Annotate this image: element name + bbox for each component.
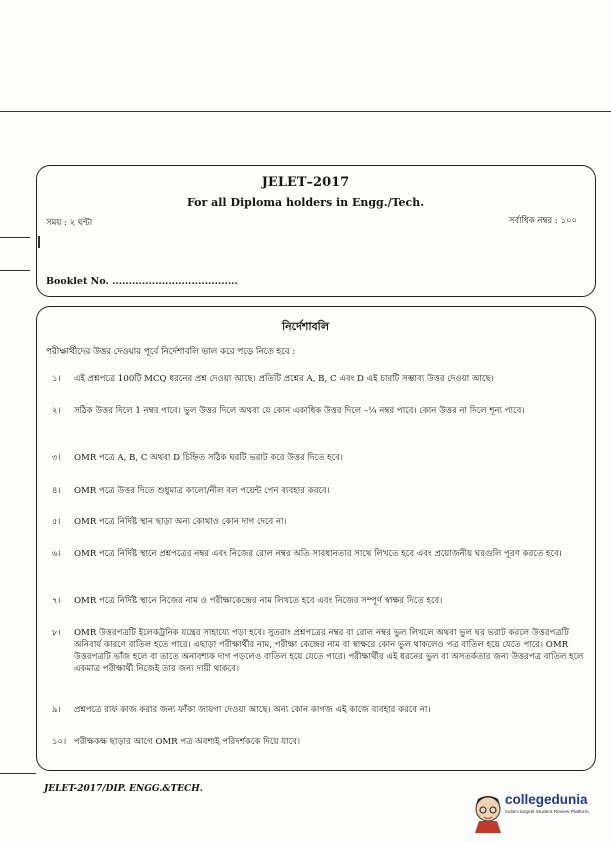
- instruction-item: [52, 548, 588, 560]
- item-text: OMR পত্রে উত্তর দিতে শুধুমাত্র কালো/নীল বল পয়েন্ট পেন ব্যবহার করবে।: [74, 486, 330, 496]
- item-number: ৪।: [52, 486, 61, 496]
- item-number: ৫।: [52, 517, 61, 527]
- mascot-shirt-icon: [475, 821, 501, 833]
- item-number: ১।: [52, 374, 61, 384]
- instructions-intro: পরীক্ষার্থীদের উত্তর দেওয়ার পূর্বে নির্দেশাবলি ভাল করে পড়ে নিতে হবে :: [46, 347, 296, 357]
- instruction-item: [52, 736, 588, 748]
- item-text: OMR পত্রে A, B, C অথবা D চিহ্নিত সঠিক ঘরটি ভরাট করে উত্তর দিতে হবে।: [74, 453, 343, 463]
- instruction-item: [52, 452, 588, 464]
- margin-mark: [38, 236, 40, 248]
- item-number: ৬।: [52, 549, 61, 559]
- item-text: পরীক্ষকক্ষ ছাড়ার আগে OMR পত্র অবশ্যই পরিদর্শককে দিয়ে যাবে।: [74, 737, 301, 747]
- item-text: সঠিক উত্তর দিলে 1 নম্বর পাবে। ভুল উত্তর দিলে অথবা যে কোন একাধিক উত্তর দিলে –¼ নম্বর পাবে। কোন উত্তর না দিলে শূন্য পাবে।: [74, 406, 525, 416]
- footer-mark: [0, 773, 36, 774]
- margin-mark: [0, 237, 30, 238]
- exam-title: JELET–2017: [261, 175, 350, 190]
- item-number: ৩।: [52, 453, 61, 463]
- footer-code: JELET-2017/DIP. ENGG.&TECH.: [44, 784, 203, 794]
- instruction-item: [52, 485, 588, 497]
- item-text: প্রশ্নপত্রে রাফ কাজ করার জন্য ফাঁকা জায়গা দেওয়া আছে। অন্য কোন কাগজ এই কাজে ব্যবহার করবে না।: [74, 705, 431, 715]
- margin-mark: [0, 270, 30, 271]
- instructions-title: নির্দেশাবলি: [281, 320, 330, 333]
- item-number: ৭।: [52, 596, 61, 606]
- instruction-item: [52, 595, 588, 607]
- item-number: ৯।: [52, 705, 61, 715]
- brand-name: collegedunia: [505, 792, 588, 807]
- top-rule: [0, 111, 611, 112]
- instruction-item: [52, 516, 588, 528]
- item-text: OMR উত্তরপত্রটি ইলেকট্রনিক যন্ত্রের সাহায্যে পড়া হবে। সুতরাং প্রশ্নপত্রের নম্বর বা রোল নম্বর ভুল লিখলে অথবা ভুল ঘর ভরাট করলে উত্তরপত্রটি অনিবার্য কারণে বাতিল হতে পারে। এছাড়া পরীক্ষার্থীর নাম, পরীক্ষা কেন্দ্রের নাম বা স্বাক্ষরে কোন ভুল থাকলেও পত্র বাতিল হয়ে যেতে পারে। OMR উত্তরপত্রটি ভাঁজ হলে বা তাতে অনাবশ্যক দাগ পড়লেও বাতিল হয়ে যেতে পারে। পরীক্ষার্থীর এই ধরনের ভুল বা অসতর্কতার জন্য উত্তরপত্র বাতিল হলে একমাত্র পরীক্ষার্থী নিজেই তার জন্য দায়ী থাকবে।: [74, 628, 584, 674]
- time-allowed: সময় : ২ ঘন্টা: [46, 218, 93, 228]
- item-number: ৮।: [52, 628, 61, 638]
- instruction-item: [52, 704, 588, 716]
- item-number: ২।: [52, 406, 61, 416]
- booklet-number: Booklet No. ......................................: [46, 276, 238, 287]
- item-text: OMR পত্রে নির্দিষ্ট স্থানে নিজের নাম ও পরীক্ষাকেন্দ্রের নাম লিখতে হবে এবং নিজের সম্পূর্ণ স্বাক্ষর দিতে হবে।: [74, 596, 443, 606]
- instruction-item: [52, 627, 588, 675]
- item-text: OMR পত্রে নির্দিষ্ট স্থানে প্রশ্নপত্রের নম্বর এবং নিজের রোল নম্বর অতি সাবধানতার সাথে লিখতে হবে এবং প্রয়োজনীয় ঘরগুলি পূরণ করতে হবে।: [74, 549, 562, 559]
- brand-tagline: India's largest Student Review Platform: [505, 810, 589, 815]
- instruction-item: [52, 373, 588, 385]
- item-text: OMR পত্রে নির্দিষ্ট স্থান ছাড়া অন্য কোথাও কোন দাগ দেবে না।: [74, 517, 287, 527]
- instruction-item: [52, 405, 588, 417]
- exam-subtitle: For all Diploma holders in Engg./Tech.: [186, 196, 425, 209]
- full-marks: সর্বাধিক নম্বর : ১০০: [508, 216, 577, 226]
- item-text: এই প্রশ্নপত্রে 100টি MCQ ধরনের প্রশ্ন দেওয়া আছে। প্রতিটি প্রশ্নের A, B, C এবং D এই চারটি সম্ভাব্য উত্তর দেওয়া আছে।: [74, 374, 494, 384]
- item-number: ১০।: [52, 737, 67, 747]
